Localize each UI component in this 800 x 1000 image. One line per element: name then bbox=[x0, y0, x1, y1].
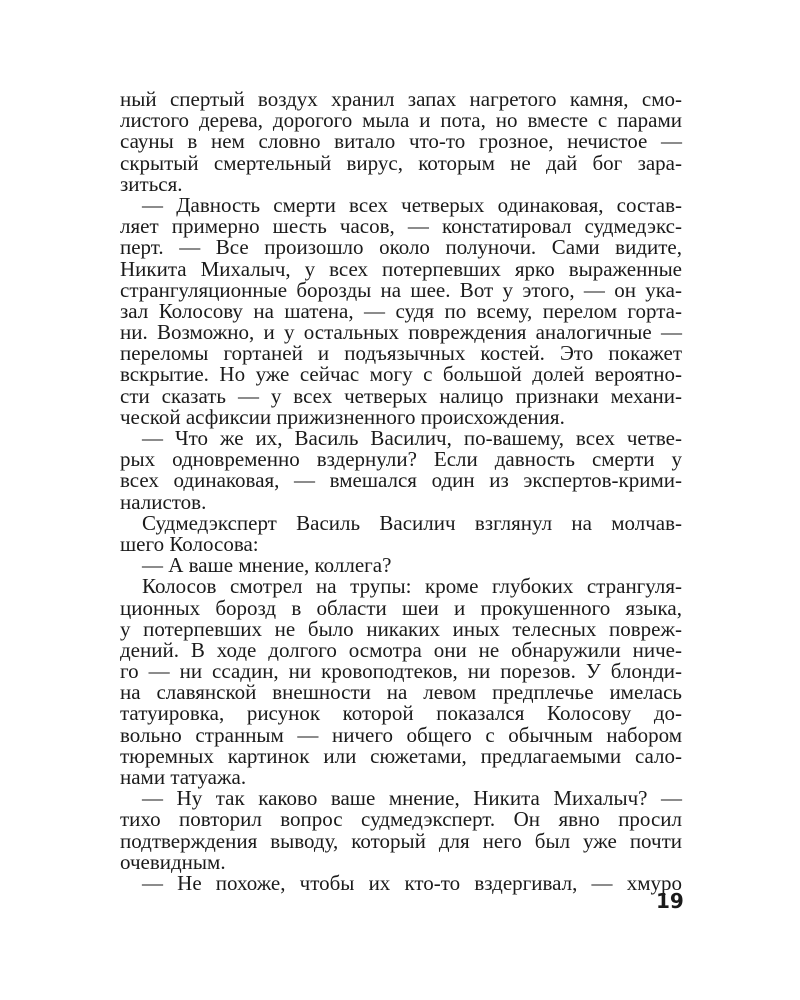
text-line: налистов. bbox=[120, 489, 207, 514]
text-line: — Не похоже, чтобы их кто-то вздергивал, — хмуро bbox=[142, 870, 682, 895]
text-line: нами татуажа. bbox=[120, 765, 247, 789]
text-line: скрытый смертельный вирус, которым не дай бог зара- bbox=[120, 150, 682, 175]
text-line: перт. — Все произошло около полуночи. Сами видите, bbox=[120, 235, 682, 260]
page-number: 19 bbox=[656, 889, 684, 913]
text-line: — Ну так каково ваше мнение, Никита Михалыч? — bbox=[142, 786, 682, 811]
text-line: дений. В ходе долгого осмотра они не обнаружили ниче- bbox=[120, 637, 682, 662]
text-line: тихо повторил вопрос судмедэксперт. Он явно просил bbox=[120, 807, 682, 832]
text-line: переломы гортаней и подъязычных костей. Это покажет bbox=[120, 341, 682, 366]
text-line: у потерпевших не было никаких иных телесных повреж- bbox=[120, 616, 682, 641]
text-line: всех одинаковая, — вмешался один из экспертов-крими- bbox=[120, 468, 682, 493]
text-line: шего Колосова: bbox=[120, 531, 259, 556]
text-line: — А ваше мнение, коллега? bbox=[142, 553, 392, 578]
text-line: татуировка, рисунок которой показался Колосову до- bbox=[120, 701, 682, 726]
text-line: го — ни ссадин, ни кровоподтеков, ни порезов. У блонди- bbox=[120, 659, 682, 684]
text-line: ный спертый воздух хранил запах нагретого камня, смо- bbox=[120, 87, 682, 111]
text-line: Никита Михалыч, у всех потерпевших ярко выраженные bbox=[120, 256, 682, 281]
text-line: странгуляционные борозды на шее. Вот у этого, — он ука- bbox=[120, 277, 682, 302]
text-line: ционных борозд в области шеи и прокушенного языка, bbox=[120, 595, 682, 620]
text-line: Судмедэксперт Василь Василич взглянул на молчав- bbox=[142, 510, 682, 535]
text-line: очевидным. bbox=[120, 849, 226, 874]
text-line: тюремных картинок или сюжетами, предлагаемыми сало- bbox=[120, 743, 682, 768]
text-line: ческой асфиксии прижизненного происхождения. bbox=[120, 404, 565, 429]
text-line: листого дерева, дорогого мыла и пота, но вместе с парами bbox=[120, 108, 682, 133]
text-line: Колосов смотрел на трупы: кроме глубоких странгуля- bbox=[142, 574, 682, 599]
text-line: — Давность смерти всех четверых одинаковая, состав- bbox=[142, 192, 682, 217]
text-line: зиться. bbox=[120, 171, 183, 196]
text-line: вольно странным — ничего общего с обычным набором bbox=[120, 722, 682, 747]
text-line: ляет примерно шесть часов, — констатировал судмедэкс- bbox=[120, 214, 682, 239]
text-line: сти сказать — у всех четверых налицо признаки механи- bbox=[120, 383, 682, 408]
text-line: — Что же их, Василь Василич, по-вашему, всех четве- bbox=[142, 426, 682, 450]
text-line: подтверждения выводу, который для него был уже почти bbox=[120, 828, 682, 853]
text-line: сауны в нем словно витало что-то грозное, нечистое — bbox=[120, 129, 682, 154]
text-line: рых одновременно вздернули? Если давность смерти у bbox=[120, 447, 682, 472]
text-line: ни. Возможно, и у остальных повреждения аналогичные — bbox=[120, 320, 682, 345]
text-line: вскрытие. Но уже сейчас могу с большой долей вероятно- bbox=[120, 362, 682, 387]
text-line: на славянской внешности на левом предплечье имелась bbox=[120, 680, 682, 705]
text-line: зал Колосову на шатена, — судя по всему, перелом горта- bbox=[120, 298, 682, 323]
body-text bbox=[120, 89, 682, 894]
